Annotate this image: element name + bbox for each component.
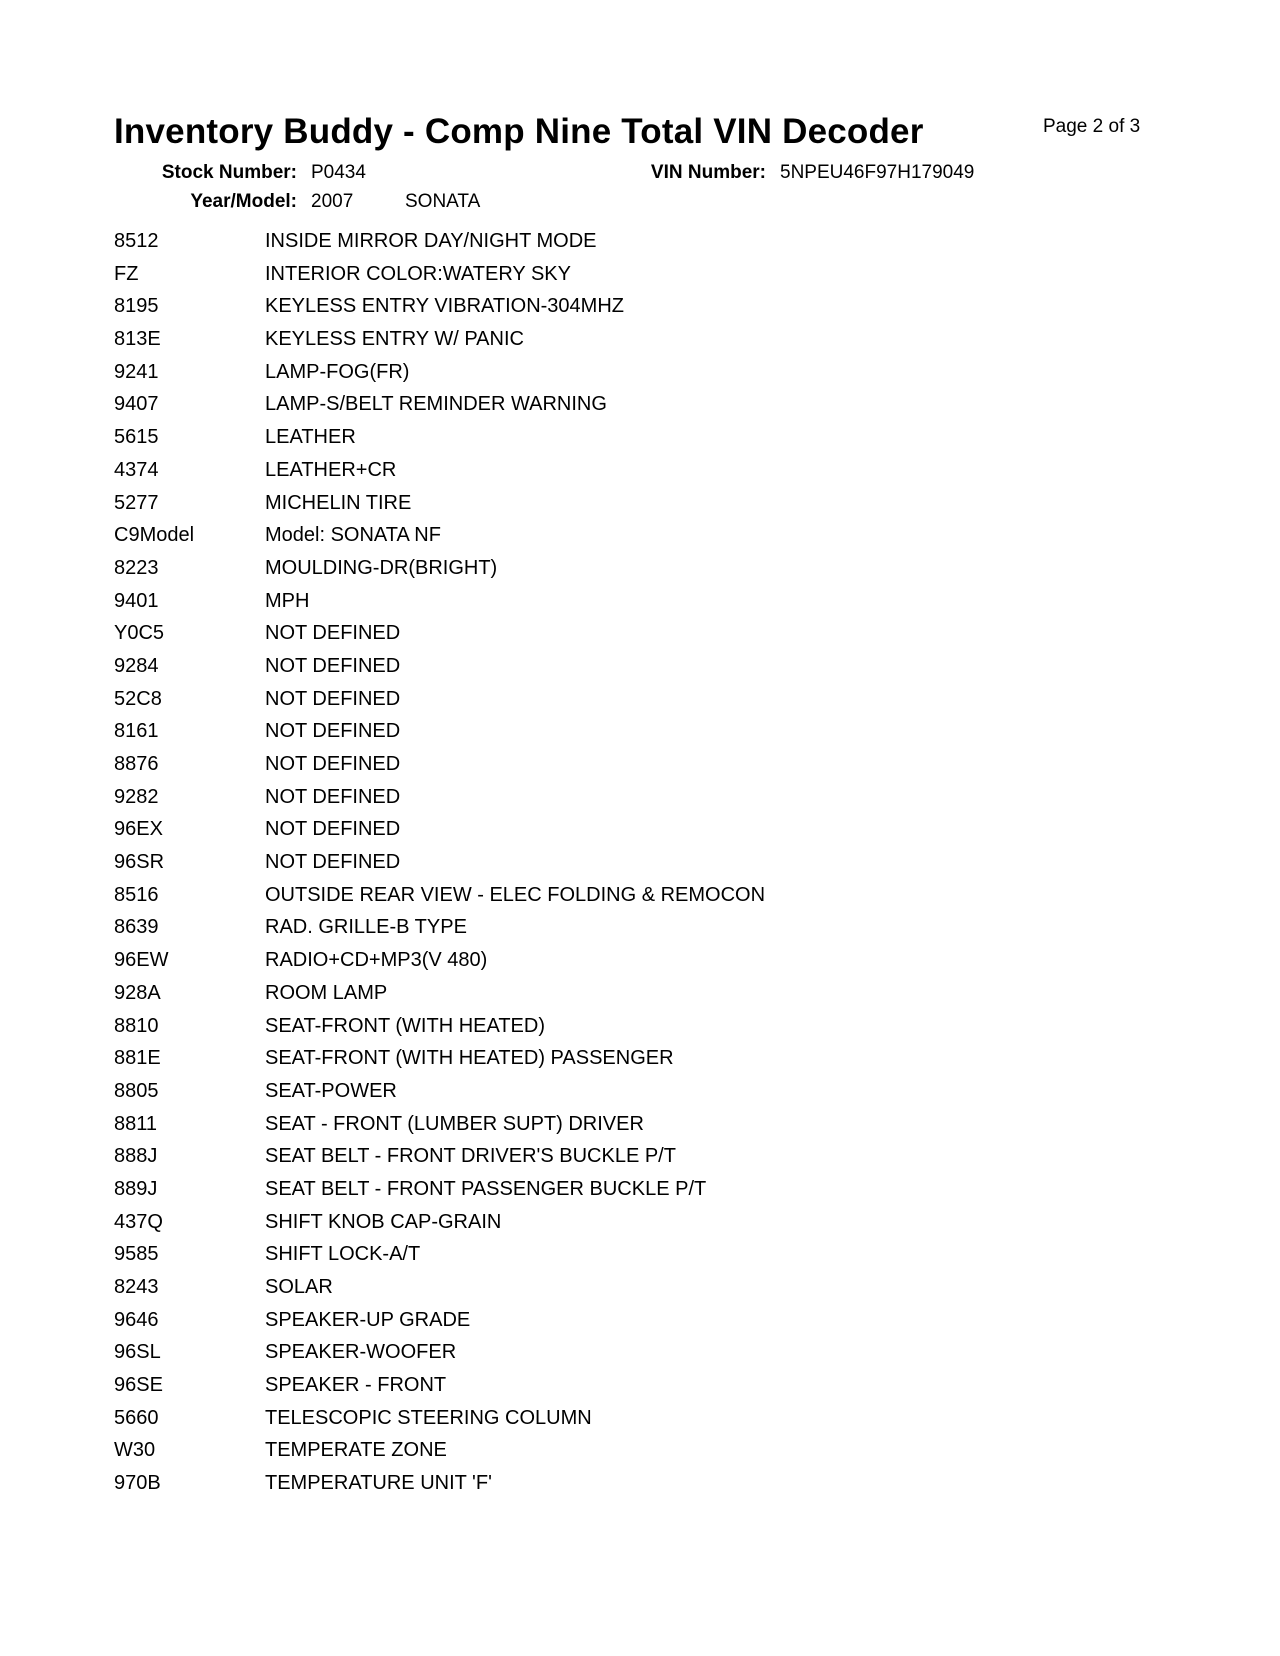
- option-code: 5615: [114, 426, 159, 449]
- option-description: NOT DEFINED: [265, 622, 401, 645]
- option-description: LAMP-FOG(FR): [265, 360, 410, 383]
- option-code: 813E: [114, 328, 161, 351]
- option-code: 96SE: [114, 1374, 163, 1397]
- option-code: 4374: [114, 458, 159, 481]
- option-description: SPEAKER-UP GRADE: [265, 1308, 471, 1331]
- option-description: Model: SONATA NF: [265, 524, 441, 547]
- option-code: 8811: [114, 1112, 158, 1135]
- option-code: 437Q: [114, 1210, 163, 1233]
- option-description: SPEAKER - FRONT: [265, 1374, 447, 1397]
- option-description: NOT DEFINED: [265, 851, 401, 874]
- option-description: SHIFT KNOB CAP-GRAIN: [265, 1210, 502, 1233]
- option-code: 96EX: [114, 818, 163, 841]
- option-description: INSIDE MIRROR DAY/NIGHT MODE: [265, 230, 597, 252]
- option-code: 52C8: [114, 687, 162, 710]
- option-description: MOULDING-DR(BRIGHT): [265, 556, 498, 579]
- option-code: 8516: [114, 883, 159, 906]
- option-code: 8805: [114, 1079, 159, 1102]
- option-description: SHIFT LOCK-A/T: [265, 1243, 421, 1266]
- option-code: 9401: [114, 589, 159, 612]
- option-code: C9Model: [114, 524, 195, 547]
- option-code: 9284: [114, 654, 159, 677]
- option-description: NOT DEFINED: [265, 785, 401, 808]
- option-description: TEMPERATURE UNIT 'F': [265, 1472, 492, 1495]
- option-code: 9585: [114, 1243, 159, 1266]
- option-code: 8810: [114, 1014, 159, 1037]
- option-description: NOT DEFINED: [265, 818, 401, 841]
- option-code: 9282: [114, 785, 159, 808]
- option-description: MPH: [265, 589, 310, 612]
- year-value: 2007: [311, 191, 354, 212]
- option-description: SEAT BELT - FRONT DRIVER'S BUCKLE P/T: [265, 1145, 676, 1168]
- option-description: KEYLESS ENTRY VIBRATION-304MHZ: [265, 295, 624, 318]
- option-code: 96EW: [114, 949, 169, 972]
- option-code: 8195: [114, 295, 159, 318]
- vin-number-label: VIN Number:: [650, 162, 766, 183]
- option-code: 5277: [114, 491, 159, 514]
- stock-number-value: P0434: [311, 162, 366, 183]
- option-description: NOT DEFINED: [265, 753, 401, 775]
- option-code: 96SL: [114, 1341, 161, 1364]
- page-number: Page 2 of 3: [1043, 116, 1141, 137]
- option-code: 9646: [114, 1308, 159, 1331]
- option-description: NOT DEFINED: [265, 720, 401, 743]
- option-code: 970B: [114, 1472, 161, 1495]
- option-code: 8161: [114, 720, 159, 743]
- option-description: SEAT - FRONT (LUMBER SUPT) DRIVER: [265, 1112, 644, 1135]
- option-code: 881E: [114, 1047, 161, 1070]
- option-description: SEAT-POWER: [265, 1079, 397, 1102]
- option-code: 889J: [114, 1177, 158, 1200]
- vin-number-value: 5NPEU46F97H179049: [780, 162, 975, 183]
- option-description: MICHELIN TIRE: [265, 491, 412, 514]
- option-code: 8639: [114, 916, 159, 939]
- option-description: TEMPERATE ZONE: [265, 1439, 447, 1462]
- option-description: LEATHER+CR: [265, 458, 397, 481]
- option-description: SEAT-FRONT (WITH HEATED): [265, 1014, 545, 1037]
- year-model-label: Year/Model:: [190, 191, 297, 212]
- option-description: RADIO+CD+MP3(V 480): [265, 949, 488, 972]
- option-code: 9407: [114, 393, 159, 416]
- option-code: FZ: [114, 262, 139, 285]
- option-code: 5660: [114, 1406, 159, 1429]
- option-code: 8876: [114, 753, 159, 775]
- option-code: 888J: [114, 1145, 158, 1168]
- option-code: 8223: [114, 556, 159, 579]
- option-description: LEATHER: [265, 426, 356, 449]
- option-description: ROOM LAMP: [265, 981, 388, 1004]
- option-description: NOT DEFINED: [265, 687, 401, 710]
- option-description: RAD. GRILLE-B TYPE: [265, 916, 467, 939]
- model-value: SONATA: [405, 191, 481, 212]
- option-description: LAMP-S/BELT REMINDER WARNING: [265, 393, 607, 416]
- option-description: SEAT-FRONT (WITH HEATED) PASSENGER: [265, 1047, 674, 1070]
- option-code: 96SR: [114, 851, 165, 874]
- option-code: 8512: [114, 230, 159, 252]
- option-description: INTERIOR COLOR:WATERY SKY: [265, 262, 571, 285]
- option-code: Y0C5: [114, 622, 165, 645]
- stock-number-label: Stock Number:: [161, 162, 297, 183]
- option-description: KEYLESS ENTRY W/ PANIC: [265, 328, 524, 351]
- option-code: 8243: [114, 1276, 159, 1298]
- option-description: NOT DEFINED: [265, 654, 401, 677]
- option-code: W30: [114, 1439, 156, 1462]
- option-description: SEAT BELT - FRONT PASSENGER BUCKLE P/T: [265, 1177, 707, 1200]
- option-description: SPEAKER-WOOFER: [265, 1341, 457, 1364]
- option-description: TELESCOPIC STEERING COLUMN: [265, 1406, 592, 1429]
- option-description: SOLAR: [265, 1276, 333, 1298]
- option-code: 928A: [114, 981, 161, 1004]
- document-title: Inventory Buddy - Comp Nine Total VIN Decoder: [114, 112, 924, 151]
- option-description: OUTSIDE REAR VIEW - ELEC FOLDING & REMOCON: [265, 883, 766, 906]
- option-code: 9241: [114, 360, 159, 383]
